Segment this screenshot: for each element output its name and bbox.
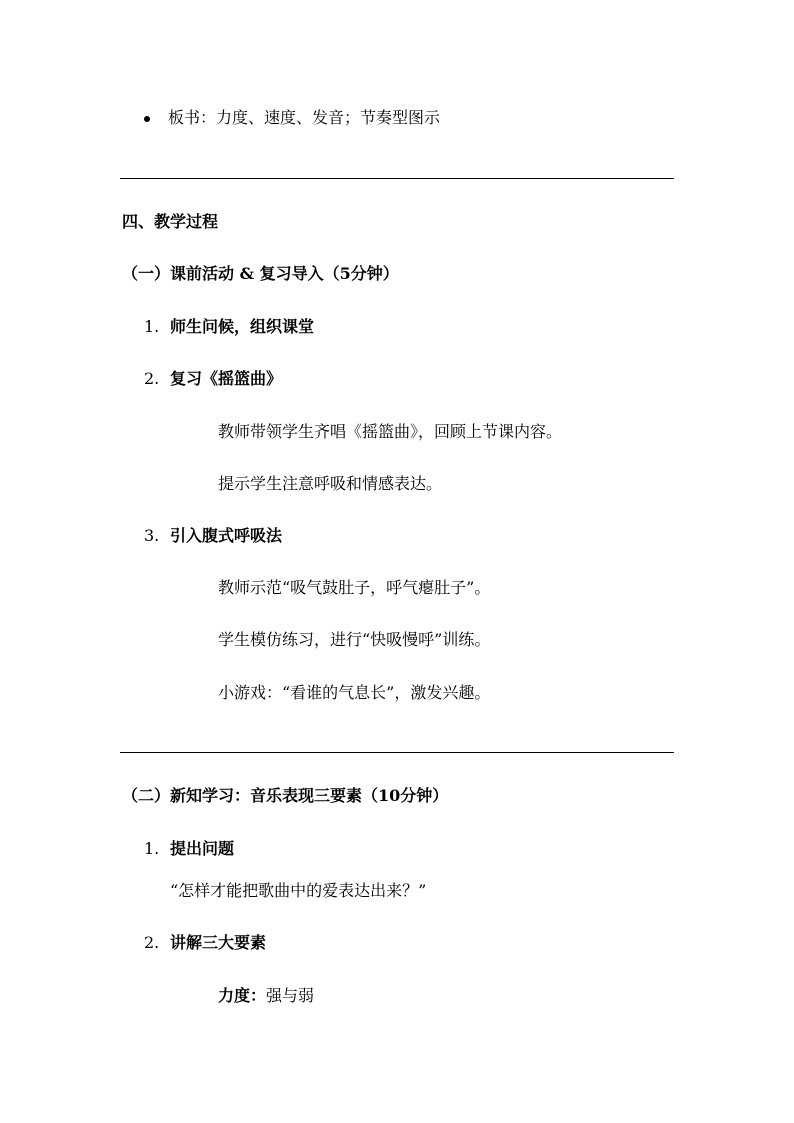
- part1-item3-line2: 学生模仿练习，进行“快吸慢呼”训练。: [218, 630, 491, 649]
- part2-heading: （二）新知学习：音乐表现三要素（10分钟）: [122, 786, 449, 805]
- part1-item1-title: 师生问候，组织课堂: [170, 317, 315, 336]
- part1-item2-number: 2.: [144, 369, 160, 388]
- part2-item2-number: 2.: [144, 933, 160, 952]
- part1-item2-line2: 提示学生注意呼吸和情感表达。: [218, 474, 443, 493]
- horizontal-rule-top: [120, 178, 674, 179]
- part1-item3-title: 引入腹式呼吸法: [170, 526, 283, 545]
- part1-item1-number: 1.: [144, 317, 160, 336]
- section-heading: 四、教学过程: [122, 212, 219, 231]
- part2-item1-quote: “怎样才能把歌曲中的爱表达出来？”: [170, 881, 427, 900]
- part1-item2-title: 复习《摇篮曲》: [170, 369, 283, 388]
- part2-item1-title: 提出问题: [170, 839, 235, 858]
- part1-item3-number: 3.: [144, 526, 160, 545]
- dynamics-text: 强与弱: [266, 986, 315, 1005]
- part1-item3-line3: 小游戏：“看谁的气息长”，激发兴趣。: [218, 683, 491, 702]
- bullet-dot: [144, 116, 150, 122]
- part2-item2-title: 讲解三大要素: [170, 933, 267, 952]
- dynamics-label: 力度：: [218, 986, 267, 1005]
- part1-item3-line1: 教师示范“吸气鼓肚子，呼气瘪肚子”。: [218, 578, 491, 597]
- part2-item1-number: 1.: [144, 839, 160, 858]
- board-notes-text: 板书：力度、速度、发音；节奏型图示: [168, 108, 441, 127]
- part1-item2-line1: 教师带领学生齐唱《摇篮曲》，回顾上节课内容。: [218, 422, 563, 441]
- horizontal-rule-middle: [120, 752, 674, 753]
- part1-heading: （一）课前活动 & 复习导入（5分钟）: [122, 264, 399, 283]
- part2-item2-sub: [218, 988, 314, 1004]
